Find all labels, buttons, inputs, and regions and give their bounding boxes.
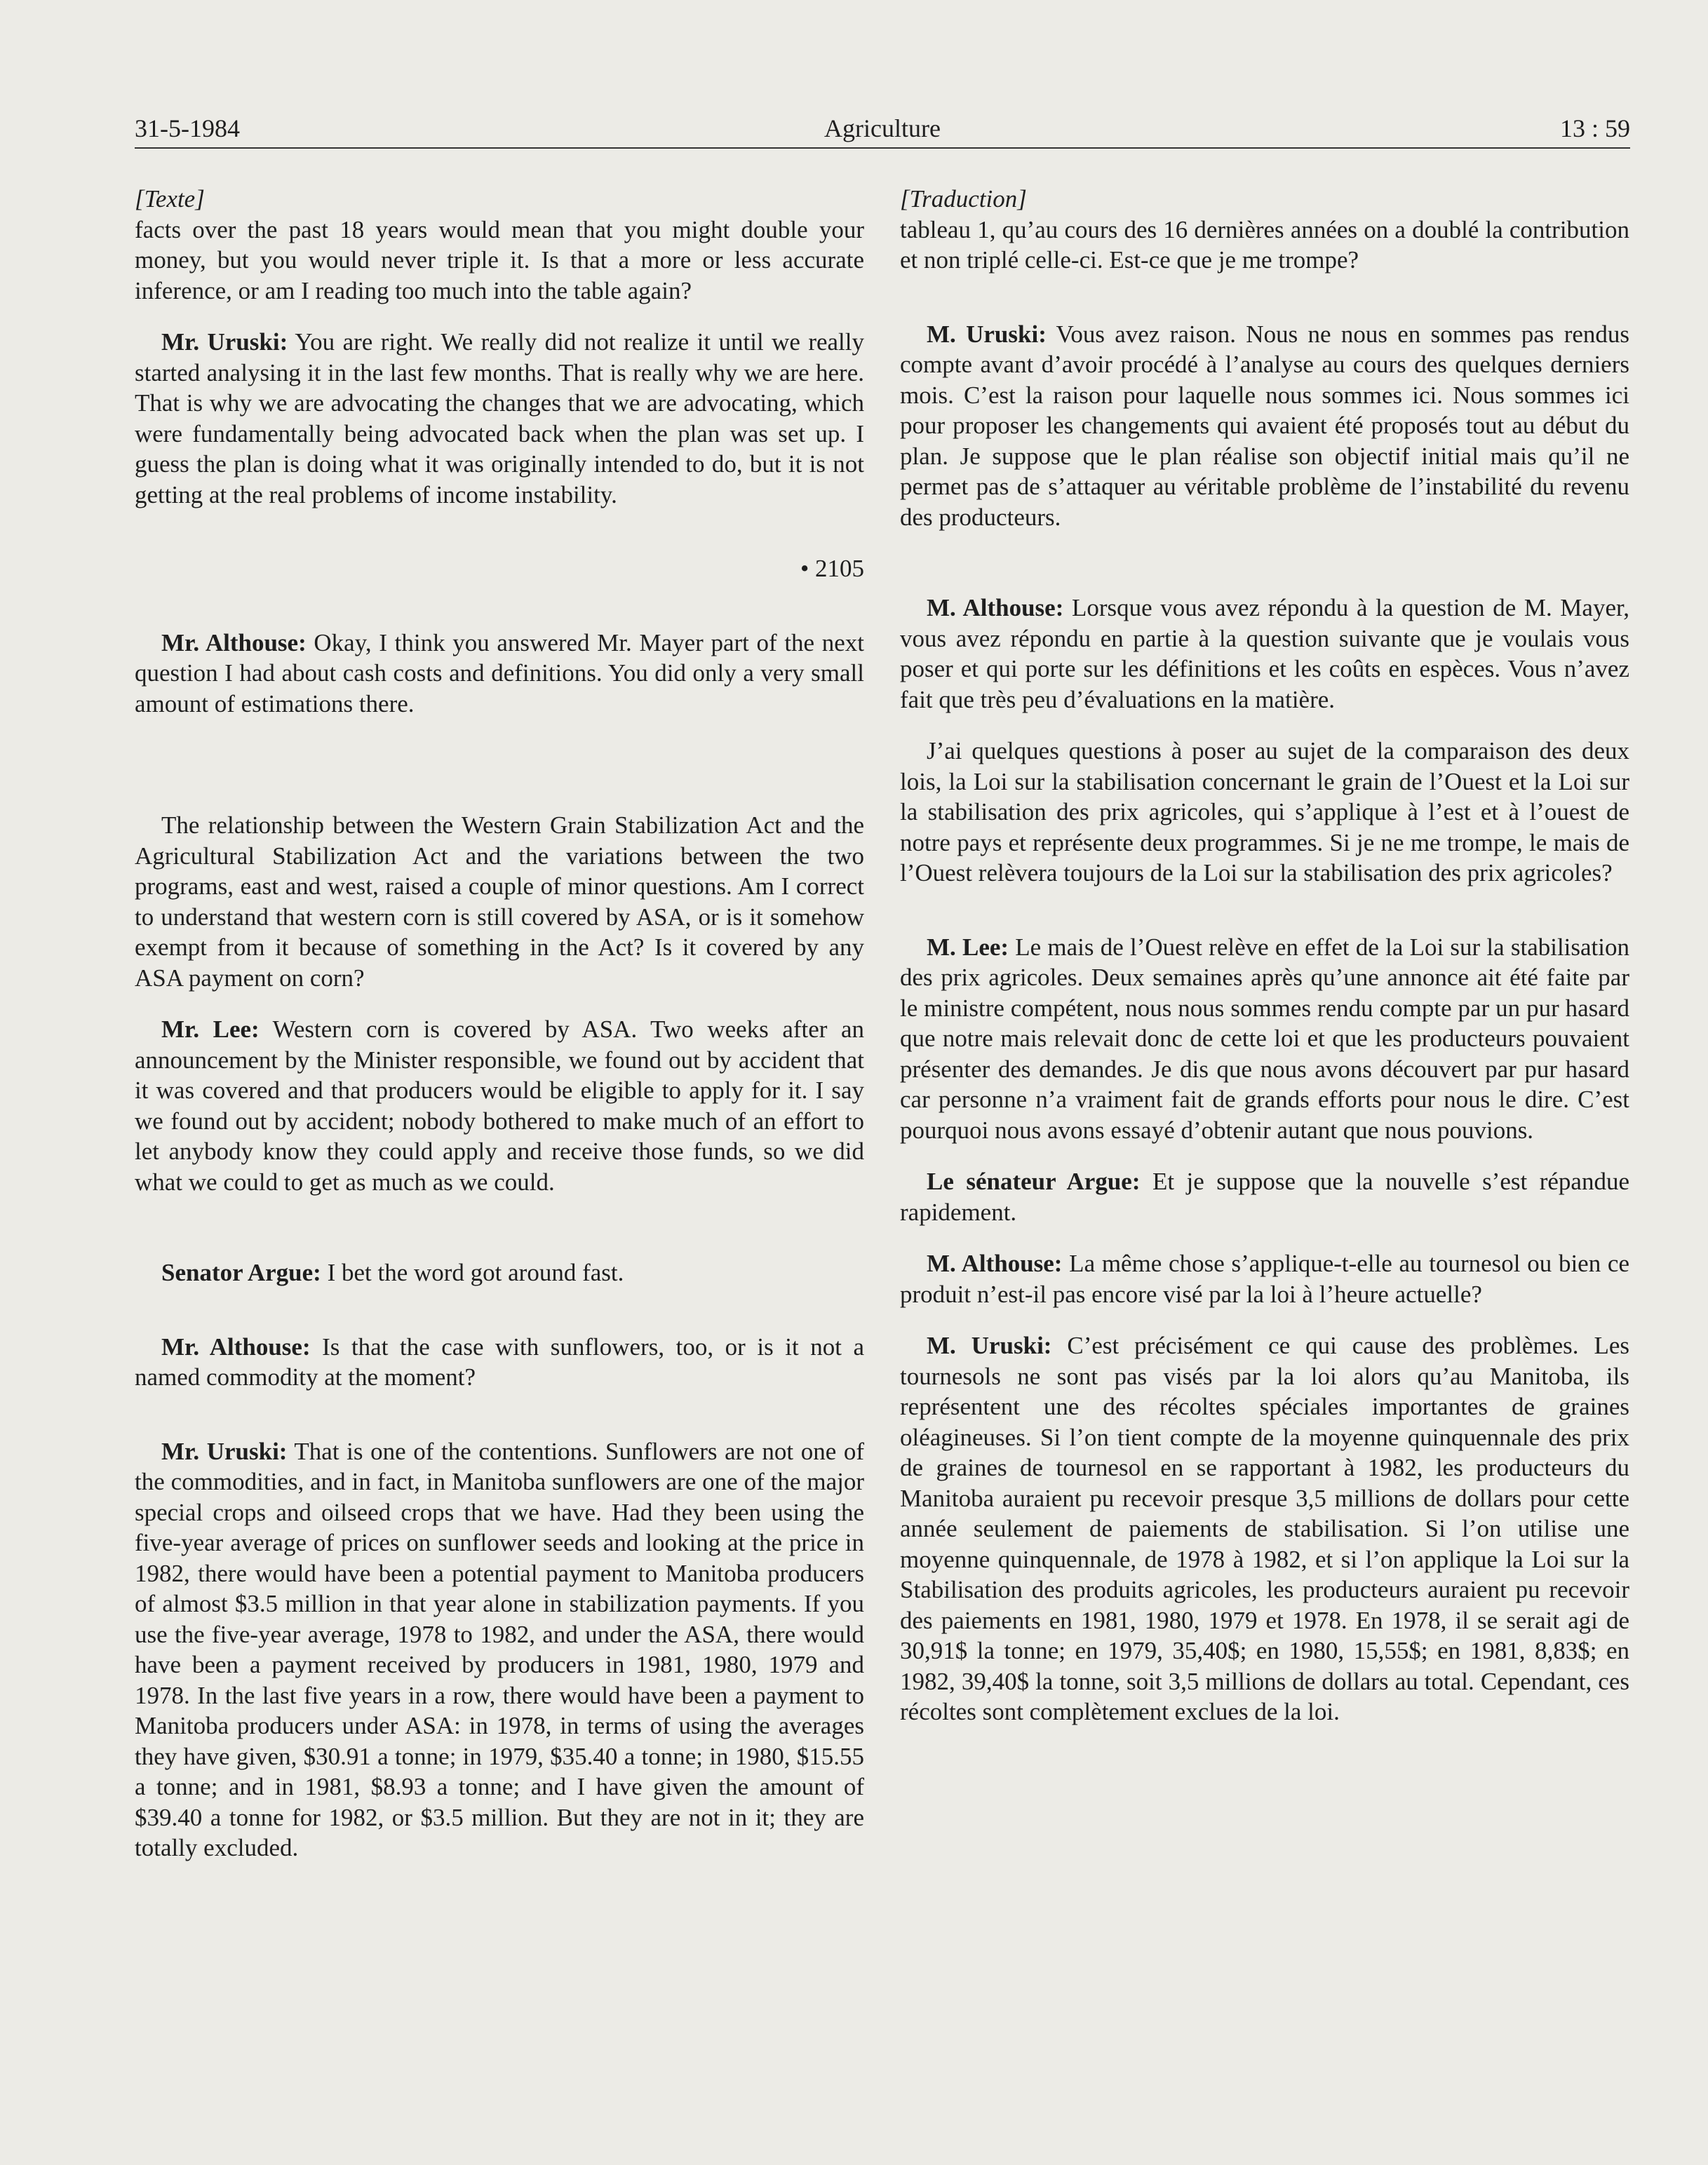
language-label-text: Traduction [909,185,1018,213]
paragraph-uruski-2 [135,1436,864,1863]
paragraph-uruski-1 [900,319,1629,533]
paragraph-text: Is that the case with sunflowers, too, or is it not a named commodity at the moment? [135,1333,864,1391]
paragraph-text: Okay, I think you answered Mr. Mayer part of the next question I had about cash costs and definitions. You did only a very small amount of estimations there. [135,628,864,717]
page-header [135,107,1630,149]
intro-paragraph: tableau 1, qu’au cours des 16 dernières années on a doublé la contribution et non triplé celle-ci. Est-ce que je me trompe? [900,215,1629,274]
speaker-name: Mr. Uruski: [161,1437,288,1465]
paragraph-althouse-2: The relationship between the Western Grain Stabilization Act and the Agricultural Stabilization Act and the variations between the two programs, east and west, raised a couple of minor questions. Am I correct to understand that western corn is still covered by ASA, or is it somehow exempt from it because of something in the Act? Is it covered by any ASA payment on corn? [135,811,864,992]
paragraph-althouse-2: J’ai quelques questions à poser au sujet de la comparaison des deux lois, la Loi sur la stabilisation concernant le grain de l’Ouest et la Loi sur la stabilisation des prix agricoles, qui s’applique à l’est et à l’ouest de notre pays et représente deux programmes. Si je ne me trompe, le mais de l’Ouest relèvera toujours de la Loi sur la stabilisation des prix agricoles? [900,737,1629,886]
paragraph-text: That is one of the contentions. Sunflowers are not one of the commodities, and in fact, in Manitoba sunflowers are one of the major special crops and oilseed crops that we have. Had they been using the five-year average of prices on sunflower seeds and looking at the price in 1982, there would have been a potential payment to Manitoba producers of almost $3.5 million in that year alone in stabilization payments. If you use the five-year average, 1978 to 1982, and under the ASA, there would have been a payment received by producers in 1981, 1980, 1979 and 1978. In the last five years in a row, there would have been a payment to Manitoba producers under ASA: in 1978, in terms of using the averages they have given, $30.91 a tonne; in 1979, $35.40 a tonne; in 1980, $15.55 a tonne; and in 1981, $8.93 a tonne; and I have given the amount of $39.40 a tonne for 1982, or $3.5 million. But they are not in it; they are totally excluded. [135,1437,864,1861]
speaker-name: Senator Argue: [161,1259,321,1286]
intro-paragraph: facts over the past 18 years would mean that you might double your money, but you would never triple it. Is that a more or less accurate inference, or am I reading too much into the table again? [135,215,864,304]
language-label: [Traduction] [900,185,1027,213]
paragraph-uruski-1 [135,327,864,510]
speaker-name: M. Uruski: [927,1332,1052,1359]
language-label-text: Texte [144,185,196,213]
paragraph-lee [135,1014,864,1197]
language-label: [Texte] [135,185,205,213]
paragraph-uruski-2 [900,1330,1629,1727]
header-date: 31-5-1984 [135,114,240,142]
paragraph-text: I bet the word got around fast. [321,1259,624,1286]
paragraph-althouse-3 [135,1332,864,1393]
speaker-name: Le sénateur Argue: [927,1168,1141,1195]
paragraph-althouse-3 [900,1248,1629,1309]
speaker-name: M. Lee: [927,933,1009,961]
speaker-name: Mr. Althouse: [161,1333,311,1361]
paragraph-argue [900,1166,1629,1227]
speaker-name: M. Althouse: [927,594,1064,621]
speaker-name: M. Uruski: [927,320,1047,348]
speaker-name: Mr. Lee: [161,1016,260,1043]
paragraph-text: C’est précisément ce qui cause des problèmes. Les tournesols ne sont pas visés par la loi alors qu’au Manitoba, ils représentent une des récoltes spéciales importantes de graines oléagineuses. Si l’on tient compte de la moyenne quinquennale des prix de graines de tournesol en se rapportant à 1982, les producteurs du Manitoba auraient pu recevoir presque 3,5 millions de dollars pour cette année seulement de paiements de stabilisation. Si l’on utilise une moyenne quinquennale, de 1978 à 1982, et si l’on applique la Loi sur la Stabilisation des produits agricoles, les producteurs auraient pu recevoir des paiements en 1981, 1980, 1979 et 1978. En 1978, il se serait agi de 30,91$ la tonne; en 1979, 35,40$; en 1980, 15,55$; en 1981, 8,83$; en 1982, 39,40$ la tonne, soit 3,5 millions de dollars au total. Cependant, ces récoltes sont complètement exclues de la loi. [900,1332,1630,1725]
header-title: Agriculture [824,114,941,142]
paragraph-lee [900,932,1629,1146]
paragraph-text: Lorsque vous avez répondu à la question de M. Mayer, vous avez répondu en partie à la question suivante que je voulais vous poser et qui porte sur les définitions et les coûts en espèces. Vous n’avez fait que très peu d’évaluations en la matière. [900,594,1629,713]
paragraph-text: La même chose s’applique-t-elle au tournesol ou bien ce produit n’est-il pas encore visé par la loi à l’heure actuelle? [900,1250,1629,1308]
speaker-name: Mr. Althouse: [161,628,307,656]
time-marker: • 2105 [800,555,864,582]
paragraph-althouse-1 [900,593,1629,715]
paragraph-text: Et je suppose que la nouvelle s’est répandue rapidement. [900,1168,1629,1226]
paragraph-althouse-1 [135,628,864,720]
paragraph-text: Western corn is covered by ASA. Two weeks after an announcement by the Minister responsible, we found out by accident that it was covered and that producers would be eligible to apply for it. I say we found out by accident; nobody bothered to make much of an effort to let anybody know they could apply and receive those funds, so we did what we could to get as much as we could. [135,1016,864,1196]
paragraph-text: You are right. We really did not realize it until we really started analysing it in the last few months. That is really why we are here. That is why we are advocating the changes that we are advocating, which were fundamentally being advocated back when the plan was set up. I guess the plan is doing what it was originally intended to do, but it is not getting at the real problems of income instability. [135,328,864,508]
paragraph-text: Vous avez raison. Nous ne nous en sommes pas rendus compte avant d’avoir procédé à l’analyse au cours des quelques derniers mois. C’est la raison pour laquelle nous sommes ici. Nous sommes ici pour proposer les changements qui avaient été proposés tout au début du plan. Je suppose que le plan réalise son objectif initial mais qu’il ne permet pas de s’attaquer au véritable problème de l’instabilité du revenu des producteurs. [900,320,1630,531]
speaker-name: Mr. Uruski: [161,328,288,356]
header-page-number: 13 : 59 [1559,114,1630,142]
french-column [900,184,1629,1727]
speaker-name: M. Althouse: [927,1250,1063,1277]
english-column [135,184,864,1863]
paragraph-argue [135,1257,864,1288]
paragraph-text: Le mais de l’Ouest relève en effet de la Loi sur la stabilisation des prix agricoles. Deux semaines après qu’une annonce ait été faite par le ministre compétent, nous nous sommes rendu compte par un pur hasard que notre mais relevait donc de cette loi et que les producteurs pouvaient présenter des demandes. Je dis que nous avons découvert par pur hasard car personne n’a vraiment fait de grands efforts pour nous le dire. C’est pourquoi nous avons essayé d’obtenir autant que nous pouvions. [900,933,1629,1144]
